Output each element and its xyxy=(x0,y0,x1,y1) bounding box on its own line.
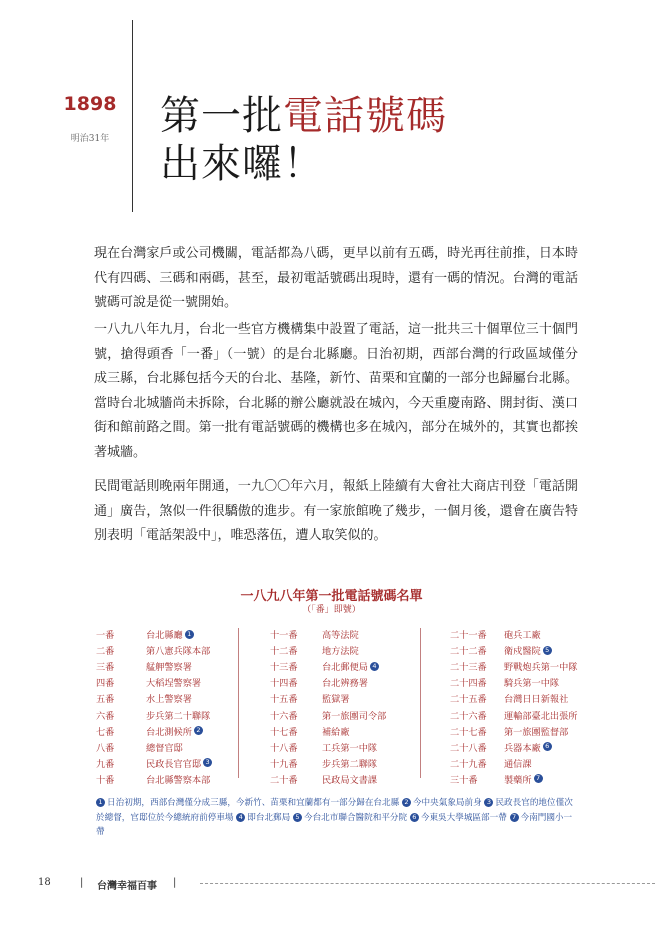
list-item xyxy=(450,755,600,771)
paragraph-1: 現在台灣家戶或公司機關，電話都為八碼，更早以前有五碼，時光再往前推，日本時代有四碼、三碼和兩碼，甚至，最初電話號碼出現時，還有一碼的情況。台灣的電話號碼可說是從一號開始。 xyxy=(94,246,578,310)
phone-number-label: 二十二番 xyxy=(450,646,487,658)
footnote-marker-icon: 1 xyxy=(96,798,105,807)
phone-number-label: 二十五番 xyxy=(450,694,487,706)
paragraph-2: 一八九八年九月，台北一些官方機構集中設置了電話，這一批共三十個單位三十個門號，搶得頭香「一番」（一號）的是台北縣廳。日治初期，西部台灣的行政區域僅分成三縣，台北縣包括今天的台北、基隆，新竹、苗栗和宜蘭的一部分也歸屬台北縣。當時台北城牆尚未拆除，台北縣的辦公廳就設在城內，今天重慶南路、開封街、漢口街和館前路之間。第一批有電話號碼的機構也多在城內，部分在城外的，其實也都挨著城牆。 xyxy=(94,322,578,460)
column-divider xyxy=(238,628,239,778)
institution-name: 台北辨務署 xyxy=(322,678,368,690)
institution-name: 高等法院 xyxy=(322,630,359,642)
institution-name: 兵器本廠 xyxy=(504,742,541,754)
phone-number-label: 三十番 xyxy=(450,774,478,786)
list-item xyxy=(96,755,246,771)
list-item xyxy=(450,706,600,722)
list-item xyxy=(96,706,246,722)
phone-number-label: 六番 xyxy=(96,710,115,722)
list-item xyxy=(450,642,600,658)
institution-name: 民政局文書課 xyxy=(322,774,378,786)
footnote-marker-icon: 4 xyxy=(236,813,245,822)
institution-name: 地方法院 xyxy=(322,646,359,658)
institution-name: 工兵第一中隊 xyxy=(322,742,378,754)
institution-name: 台北縣警察本部 xyxy=(146,774,211,786)
phone-number-label: 二十六番 xyxy=(450,710,487,722)
institution-name: 總督官邸 xyxy=(146,742,183,754)
list-item xyxy=(270,755,420,771)
footnote-marker-icon: 2 xyxy=(402,798,411,807)
phone-number-label: 二十九番 xyxy=(450,758,487,770)
footnote-marker-icon: 4 xyxy=(370,662,379,671)
list-item xyxy=(450,658,600,674)
book-title: 台灣幸福百事 xyxy=(97,881,157,892)
list-item xyxy=(270,771,420,787)
footnote-marker-icon: 7 xyxy=(534,774,543,783)
footnote-marker-icon: 3 xyxy=(203,758,212,767)
footnote-marker-icon: 7 xyxy=(510,813,519,822)
list-item xyxy=(450,771,600,787)
phone-number-label: 二十四番 xyxy=(450,678,487,690)
paragraph-3: 民間電話則晚兩年開通，一九〇〇年六月，報紙上陸續有大會社大商店刊登「電話開通」廣告，煞似一件很驕傲的進步。有一家旅館晚了幾步，一個月後，還會在廣告特別表明「電話架設中」，唯恐落伍，遭人取笑似的。 xyxy=(94,479,578,543)
list-item xyxy=(450,723,600,739)
footer-separator: | xyxy=(173,877,177,888)
title-red: 電話號碼 xyxy=(283,93,447,139)
institution-name: 補給廠 xyxy=(322,726,350,738)
footnote-marker-icon: 3 xyxy=(484,798,493,807)
phone-number-label: 十五番 xyxy=(270,694,298,706)
footnote-text: 日治初期，西部台灣僅分成三縣，今新竹、苗栗和宜蘭都有一部分歸在台北縣 xyxy=(107,798,400,808)
table-title: 一八九八年第一批電話號碼名單 xyxy=(240,589,423,604)
list-item xyxy=(270,723,420,739)
year-label: 1898 xyxy=(63,93,117,115)
footnote-text: 即台北郵局 xyxy=(247,812,291,823)
phone-number-label: 二十三番 xyxy=(450,662,487,674)
phone-number-label: 二十一番 xyxy=(450,630,487,642)
page-title xyxy=(160,92,447,188)
phone-number-label: 十七番 xyxy=(270,726,298,738)
phone-list-column-3 xyxy=(450,626,600,787)
footnote-marker-icon: 5 xyxy=(543,646,552,655)
phone-number-label: 七番 xyxy=(96,726,115,738)
list-item xyxy=(270,626,420,642)
list-item xyxy=(450,690,600,706)
footer-separator: | xyxy=(80,877,84,888)
column-divider xyxy=(420,628,421,778)
list-item xyxy=(96,723,246,739)
phone-number-label: 十四番 xyxy=(270,678,298,690)
list-item xyxy=(270,674,420,690)
institution-name: 第一旅團監督部 xyxy=(504,726,569,738)
phone-number-label: 五番 xyxy=(96,694,115,706)
institution-name: 台北郵便局 xyxy=(322,662,368,674)
list-item xyxy=(450,674,600,690)
table-subtitle: （「番」即號） xyxy=(302,605,361,615)
footnote-text: 今中央氣象局前身 xyxy=(412,798,482,808)
footnotes xyxy=(96,796,576,840)
institution-name: 通信課 xyxy=(504,758,532,770)
list-item xyxy=(270,642,420,658)
institution-name: 台北縣廳 xyxy=(146,630,183,642)
phone-number-label: 二番 xyxy=(96,646,115,658)
phone-number-label: 十六番 xyxy=(270,710,298,722)
list-item xyxy=(270,658,420,674)
institution-name: 台灣日日新報社 xyxy=(504,694,569,706)
phone-number-label: 一番 xyxy=(96,630,115,642)
list-item xyxy=(96,642,246,658)
phone-list-column-1 xyxy=(96,626,246,787)
institution-name: 監獄署 xyxy=(322,694,350,706)
title-line-2: 出來囉！ xyxy=(160,141,324,187)
institution-name: 步兵第二聯隊 xyxy=(322,758,378,770)
phone-number-label: 二十八番 xyxy=(450,742,487,754)
institution-name: 民政長官官邸 xyxy=(146,758,202,770)
footnote-marker-icon: 2 xyxy=(194,726,203,735)
footnote-marker-icon: 1 xyxy=(185,630,194,639)
phone-number-label: 十三番 xyxy=(270,662,298,674)
list-item xyxy=(96,739,246,755)
phone-number-label: 四番 xyxy=(96,678,115,690)
phone-number-label: 十八番 xyxy=(270,742,298,754)
footnote-text: 今台北市聯合醫院和平分院 xyxy=(303,812,408,823)
era-label: 明治31年 xyxy=(70,134,110,144)
footnote-text: 今東吳大學城區部一帶 xyxy=(420,812,507,823)
institution-name: 水上警察署 xyxy=(146,694,192,706)
footnote-text: 民政長官的地位僅次於總督，官邸位於今總統府前停車場 xyxy=(96,798,573,823)
phone-number-label: 九番 xyxy=(96,758,115,770)
list-item xyxy=(270,706,420,722)
title-line-1 xyxy=(160,92,447,140)
footnote-marker-icon: 6 xyxy=(410,813,419,822)
institution-name: 步兵第二十聯隊 xyxy=(146,710,211,722)
institution-name: 台北測候所 xyxy=(146,726,192,738)
list-item xyxy=(270,690,420,706)
institution-name: 砲兵工廠 xyxy=(504,630,541,642)
institution-name: 艋舺警察署 xyxy=(146,662,192,674)
list-item xyxy=(96,690,246,706)
list-item xyxy=(96,674,246,690)
header-divider xyxy=(132,20,133,212)
footnote-marker-icon: 6 xyxy=(543,742,552,751)
institution-name: 野戰炮兵第一中隊 xyxy=(504,662,578,674)
page-number: 18 xyxy=(38,877,51,888)
title-black: 第一批 xyxy=(160,93,283,139)
footer-dotted-line xyxy=(200,883,655,884)
footnote-text: 今南門國小一帶 xyxy=(96,812,573,837)
institution-name: 第八憲兵隊本部 xyxy=(146,646,211,658)
institution-name: 衛戍醫院 xyxy=(504,646,541,658)
list-item xyxy=(96,658,246,674)
institution-name: 製藥所 xyxy=(504,774,532,786)
phone-number-label: 十二番 xyxy=(270,646,298,658)
phone-number-label: 十一番 xyxy=(270,630,298,642)
phone-list-column-2 xyxy=(270,626,420,787)
phone-number-label: 二十七番 xyxy=(450,726,487,738)
phone-number-label: 三番 xyxy=(96,662,115,674)
list-item xyxy=(96,771,246,787)
institution-name: 運輸部臺北出張所 xyxy=(504,710,578,722)
phone-number-label: 十九番 xyxy=(270,758,298,770)
list-item xyxy=(450,626,600,642)
phone-number-label: 二十番 xyxy=(270,774,298,786)
institution-name: 第一旅團司令部 xyxy=(322,710,387,722)
institution-name: 大稻埕警察署 xyxy=(146,678,202,690)
institution-name: 騎兵第一中隊 xyxy=(504,678,560,690)
list-item xyxy=(270,739,420,755)
phone-number-label: 八番 xyxy=(96,742,115,754)
list-item xyxy=(96,626,246,642)
footnote-marker-icon: 5 xyxy=(293,813,302,822)
list-item xyxy=(450,739,600,755)
phone-number-label: 十番 xyxy=(96,774,115,786)
